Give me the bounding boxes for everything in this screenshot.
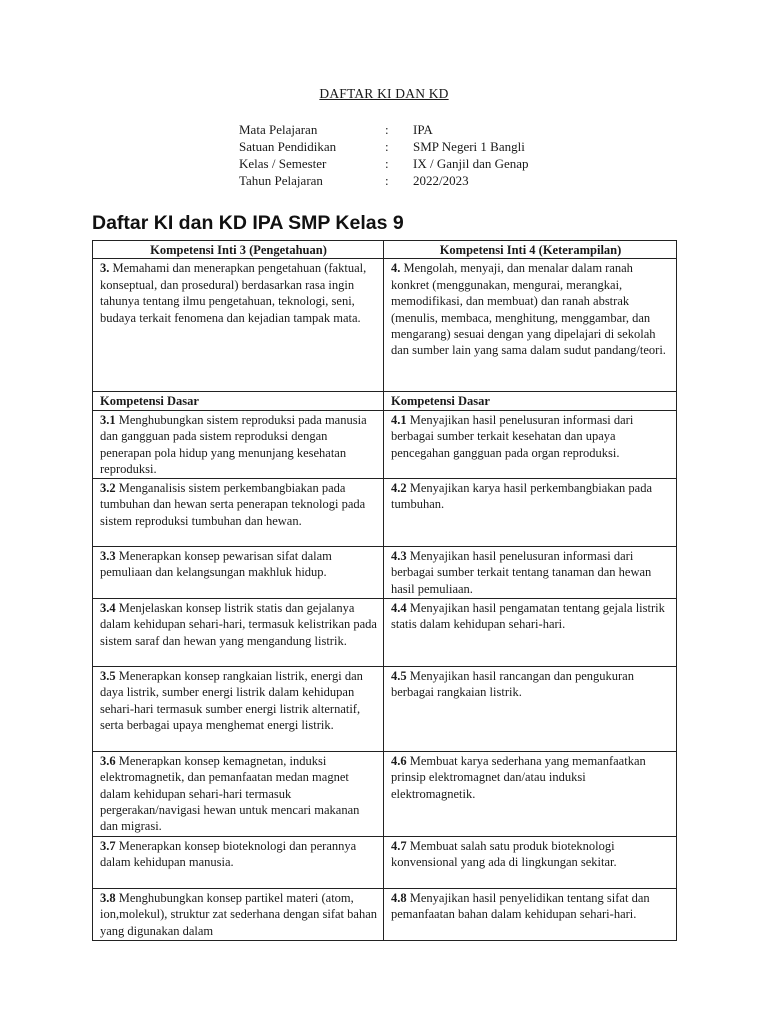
ki4-cell [384,259,677,392]
ki-content-row [93,259,677,392]
meta-label: Mata Pelajaran [239,122,318,137]
meta-label: Satuan Pendidikan [239,139,337,154]
meta-value: IX / Ganjil dan Genap [413,156,529,171]
kd-number: 3.1 [100,412,116,427]
kd-row [93,888,677,940]
meta-colon: : [385,122,389,137]
kd-number: 3.5 [100,668,116,683]
kd-left-cell [93,546,384,598]
meta-value: IPA [413,122,433,137]
kd-text: Menerapkan konsep kemagnetan, induksi elektromagnetik, dan pemanfaatan medan magnet dalam kehidupan sehari-hari termasuk pergerakan/navigasi hewan untuk mencari makanan dan migrasi. [100,753,360,834]
kd-left-cell [93,836,384,888]
main-heading: Daftar KI dan KD IPA SMP Kelas 9 [92,212,404,234]
kd-text: Menganalisis sistem perkembangbiakan pada tumbuhan dan hewan serta penerapan teknologi pada sistem reproduksi tumbuhan dan hewan. [100,480,366,528]
kd-number: 3.2 [100,480,116,495]
kd-left-cell [93,888,384,940]
kd-text: Menerapkan konsep bioteknologi dan perannya dalam kehidupan manusia. [100,838,357,870]
kd-left-header: Kompetensi Dasar [93,392,384,410]
meta-label: Tahun Pelajaran [239,173,323,188]
ki-kd-table [92,240,677,941]
meta-value: 2022/2023 [413,173,469,188]
kd-number: 3.3 [100,548,116,563]
kd-row [93,546,677,598]
kd-row [93,666,677,751]
kd-text: Membuat karya sederhana yang memanfaatkan prinsip elektromagnet dan/atau induksi elektromagnetik. [391,753,646,801]
kd-number: 3.7 [100,838,116,853]
kd-text: Menyajikan hasil penelusuran informasi dari berbagai sumber terkait kesehatan dan upaya pencegahan gangguan pada organ reproduksi. [391,412,634,460]
kd-number: 4.2 [391,480,407,495]
ki-header-row [93,241,677,259]
kd-right-cell [384,546,677,598]
kd-right-cell [384,888,677,940]
kd-text: Menerapkan konsep pewarisan sifat dalam pemuliaan dan kelangsungan makhluk hidup. [100,548,332,580]
ki3-header: Kompetensi Inti 3 (Pengetahuan) [93,241,384,259]
kd-row [93,410,677,478]
meta-colon: : [385,173,389,188]
document-title: DAFTAR KI DAN KD [319,86,449,101]
meta-colon: : [385,156,389,171]
kd-text: Menghubungkan konsep partikel materi (atom, ion,molekul), struktur zat sederhana dengan sifat bahan yang digunakan dalam [100,890,377,938]
kd-number: 4.6 [391,753,407,768]
kd-row [93,836,677,888]
kd-text: Menyajikan hasil penelusuran informasi dari berbagai sumber terkait tentang tanaman dan hewan hasil pemuliaan. [391,548,652,596]
kd-number: 4.7 [391,838,407,853]
kd-right-cell [384,410,677,478]
kd-text: Menyajikan hasil penyelidikan tentang sifat dan pemanfaatan bahan dalam kehidupan sehari-hari. [391,890,650,922]
meta-colon: : [385,139,389,154]
ki4-header: Kompetensi Inti 4 (Keterampilan) [384,241,677,259]
kd-number: 4.5 [391,668,407,683]
kd-text: Menyajikan hasil pengamatan tentang gejala listrik statis dalam kehidupan sehari-hari. [391,600,665,632]
kd-text: Menghubungkan sistem reproduksi pada manusia dan gangguan pada sistem reproduksi dengan penerapan pola hidup yang menunjang kesehatan reproduksi. [100,412,367,477]
kd-header-row [93,392,677,410]
kd-right-cell [384,478,677,546]
kd-number: 3.4 [100,600,116,615]
meta-value: SMP Negeri 1 Bangli [413,139,525,154]
kd-number: 3.6 [100,753,116,768]
kd-text: Menerapkan konsep rangkaian listrik, energi dan daya listrik, sumber energi listrik dalam kehidupan sehari-hari termasuk sumber energi listrik alternatif, serta berbagai upaya menghemat energi listrik. [100,668,363,733]
ki-number: 3. [100,261,110,276]
kd-left-cell [93,598,384,666]
kd-left-cell [93,666,384,751]
kd-right-cell [384,751,677,836]
kd-number: 4.1 [391,412,407,427]
ki-text: Mengolah, menyaji, dan menalar dalam ranah konkret (menggunakan, mengurai, merangkai, memodifikasi, dan membuat) dan ranah abstrak (menulis, membaca, menghitung, menggambar, dan mengarang) sesuai dengan yang dipelajari di sekolah dan sumber lain yang sama dalam sudut pandang/teori. [391,261,666,358]
kd-number: 4.8 [391,890,407,905]
kd-row [93,598,677,666]
kd-left-cell [93,410,384,478]
ki-text: Memahami dan menerapkan pengetahuan (faktual, konseptual, dan prosedural) berdasarkan rasa ingin tahunya tentang ilmu pengetahuan, teknologi, seni, budaya terkait fenomena dan kejadian tampak mata. [100,261,367,325]
kd-number: 4.4 [391,600,407,615]
kd-right-header: Kompetensi Dasar [384,392,677,410]
kd-left-cell [93,751,384,836]
kd-row [93,478,677,546]
ki-number: 4. [391,261,401,276]
kd-right-cell [384,598,677,666]
kd-text: Menyajikan hasil rancangan dan pengukuran berbagai rangkaian listrik. [391,668,634,700]
kd-row [93,751,677,836]
kd-right-cell [384,666,677,751]
kd-text: Membuat salah satu produk bioteknologi konvensional yang ada di lingkungan sekitar. [391,838,617,870]
kd-number: 4.3 [391,548,407,563]
meta-label: Kelas / Semester [239,156,327,171]
kd-left-cell [93,478,384,546]
kd-text: Menyajikan karya hasil perkembangbiakan pada tumbuhan. [391,480,653,512]
ki3-cell [93,259,384,392]
kd-right-cell [384,836,677,888]
kd-text: Menjelaskan konsep listrik statis dan gejalanya dalam kehidupan sehari-hari, termasuk kelistrikan pada sistem saraf dan hewan yang mengandung listrik. [100,600,377,648]
kd-number: 3.8 [100,890,116,905]
